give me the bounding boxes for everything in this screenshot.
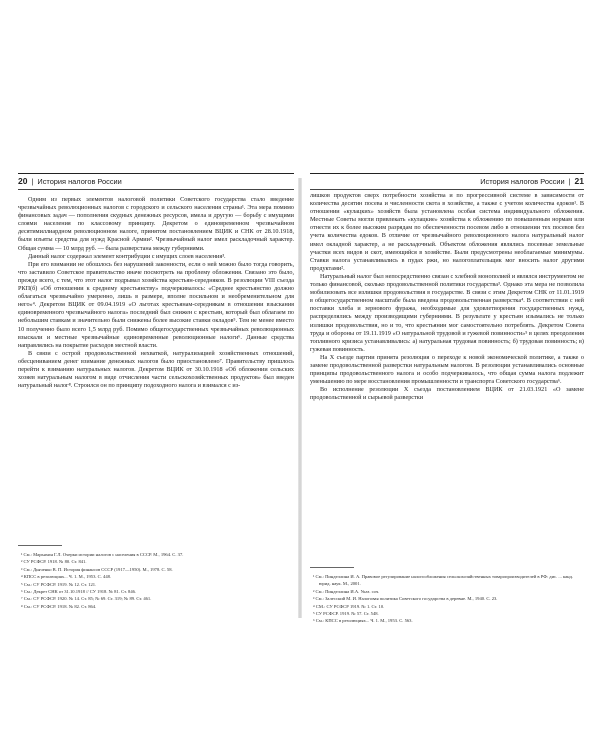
running-title: История налогов России xyxy=(480,177,565,186)
right-page xyxy=(302,0,600,750)
footnote-rule xyxy=(310,567,354,568)
left-page-header xyxy=(18,174,294,189)
footnote: ⁷ См.: СУ РСФСР. 1920. № 14. Ст. 85; № 69. Ст. 319; № 89. Ст. 461. xyxy=(21,596,152,602)
right-footnotes xyxy=(310,573,584,625)
header-separator: | xyxy=(568,177,571,186)
footnote-rule xyxy=(18,545,62,546)
paragraph: При его взимании не обошлось без нарушений законности, если о ней можно было тогда говорить, что заставило Советское правительство иначе посмотреть на проблему обложения. Связано это было, прежде всего, с тем, что этот налог подрывал хозяйства крестьян-середняков. В резолюции VIII съезда РКП(б) «Об отношении к среднему крестьянству» подчеркивалось: «Среднее крестьянство должно облагаться чрезвычайно умеренно, лишь в размере, вполне посильном и необременительном для него»⁴. Декретом ВЦИК от 09.04.1919 «О льготах крестьянам-середнякам в отношении взыскания единовременного чрезвычайного налога» последний был снижен с крестьян, который был облагаем по небольшим ставкам и значительно были снижены более высокие ставки окладов⁵. Тем не менее вместо 10 полученно было всего 1,5 млрд руб. Помимо общегосударственных чрезвычайных революционных взыскали и местные чрезвычайные единовременные революционные налоги⁶. Данные средства направлялись на покрытие расходов местной власти. xyxy=(18,260,294,349)
footnote: ⁸ См.: СУ РСФСР. 1918. № 82. Ст. 864. xyxy=(21,603,97,609)
footnote: ⁵ См.: СУ РСФСР. 1919. № 12. Ст. 121. xyxy=(21,581,97,587)
footnote: ³ См.: Залесский М. И. Налоговая политика Советского государства в деревне. М., 1940. С. 23. xyxy=(313,596,498,602)
footnote: ⁵ СУ РСФСР. 1919. № 57. Ст. 548. xyxy=(313,611,379,617)
paragraph: Натуральный налог был непосредственно связан с хлебной монополией и являлся инструментом не только финансовой, сколько продовольственной политики государства³. Однако эта мера не позволила мобилизовать все излишки продовольствия в государстве. В связи с этим Декретом СНК от 11.01.1919 в общегосударственном масштабе была введена продовольственная разверстка⁴. В соответствии с ней поставки хлеба и зернового фуража, необходимые для удовлетворения государственных нужд, распределялись между производящими губерниями. В результате у крестьян изымались не только излишки продовольствия, но и то, что крестьянин мог самостоятельно потреблять. Декретом Совета труда и обороны от 19.11.1919 «О натуральной трудовой и гужевой повинности»⁵ в целях преодоления топливного кризиса устанавливались: а) натуральная трудовая повинность; б) трудовая повинность; в) гужевая повинность. xyxy=(310,272,584,353)
paragraph: лишков продуктов сверх потребности хозяйства и по прогрессивной системе в зависимости от количества десятин посева и численности скота в хозяйстве, а также с учетом количества едоков¹. В отношении «кулацких» хозяйств была установлена особая система индивидуального обложения. Местные Советы могли привлекать «кулацкие» хозяйства к обложению по повышенным нормам или отнести их к более высоким разрядам по обеспеченности посевом либо в отношении тех посевов без учета количества едоков. В отличие от чрезвычайного революционного налога натуральный налог имел окладной характер, а не раскладочный. Объектом обложения являлись посевные земельные участки всех видов и скот, имеющийся в хозяйстве. Были предусмотрены необлагаемые минимумы. Ставки налога устанавливались в пудах ржи, но налогоплательщик мог вносить налог другими продуктами². xyxy=(310,192,584,272)
paragraph: В связи с острой продовольственной нехваткой, натурализацией хозяйственных отношений, обесцениванием денег взимание денежных налогов было приостановлено⁷. Правительству пришлось перейти к взиманию натуральных налогов. Декретом ВЦИК от 30.10.1918 «Об обложении сельских хозяев натуральным налогом в виде отчисления части сельскохозяйственных продуктов» был введен натуральный налог⁸. Строился он по принципу подоходного налога и взимался с из- xyxy=(18,349,294,390)
header-separator: | xyxy=(31,177,34,186)
paragraph: На Х съезде партии принята резолюция о переходе к новой экономической политике, а также о замене продовольственной разверстки натуральным налогом. В резолюции устанавливались основные принципы продовольственного налога и особо подчеркивалось, что общая сумма налога подлежит уменьшению по мере восстановления промышленности и транспорта Советского государства⁶. xyxy=(310,353,584,386)
right-page-body xyxy=(310,192,584,402)
header-rule-bottom xyxy=(310,189,584,190)
page-number: 21 xyxy=(574,176,584,186)
left-footnotes xyxy=(18,551,294,610)
footnote: ⁶ См.: КПСС в резолюциях... Ч. 1. М., 1953. С. 563. xyxy=(313,618,413,624)
paragraph: Одним из первых элементов налоговой политики Советского государства стало введение чрезвычайных революционных налогов с городского и сельского населения страны¹. Эта мера помимо финансовых задач — пополнения скудных денежных ресурсов, имела и другую — борьбу с имущими слоями населения по классовому принципу. Декретом о единовременном чрезвычайном десятимиллиардном революционном налоге, принятом постановлением ВЦИК и СНК от 28.10.1918, были изъяты средства для нужд Красной Армии². Чрезвычайный налог имел раскладочный характер. Общая сумма — 10 млрд руб. — была разверстана между губерниями. xyxy=(18,196,294,252)
header-rule-bottom xyxy=(18,189,294,190)
footnote: ² СУ РСФСР. 1918. № 80. Ст. 841. xyxy=(21,559,87,565)
paragraph: Во исполнение резолюции Х съезда постановлением ВЦИК от 21.03.1921 «О замене продовольственной и сырьевой разверстки xyxy=(310,386,584,402)
running-title: История налогов России xyxy=(37,177,122,186)
footnote: ¹ См.: Пинделлина И. А. Правовое регулирование налогообложения сельскохозяйственных товаропроизводителей в РФ: дис. ... канд. юрид. наук. М., 2001. xyxy=(313,574,574,587)
footnote: ⁶ См.: Декрет СНК от 31.10.1918 // СУ 1918. № 81. Ст. 846. xyxy=(21,589,137,595)
footnote: ¹ См.: Марьяхин Г.Л. Очерки истории налогов с населения в СССР. М., 1964. С. 37. xyxy=(21,552,184,557)
footnote: ² См.: Пинделлина И.А. Указ. соч. xyxy=(313,588,380,594)
left-page-body xyxy=(18,196,294,390)
footnote: ³ См.: Дьяченко В. П. История финансов СССР (1917—1950). М., 1978. С. 58. xyxy=(21,566,173,572)
footnote: ⁴ КПСС в резолюциях... Ч. 1. М., 1953. С. 448. xyxy=(21,574,112,580)
paragraph: Данный налог содержал элемент контрибуции с имущих слоев населения³. xyxy=(28,252,226,260)
footnote: ⁴ СМ.: СУ РСФСР 1919. № 1. Ст. 10. xyxy=(313,603,385,609)
right-page-header xyxy=(310,174,584,189)
page-number: 20 xyxy=(18,176,28,186)
